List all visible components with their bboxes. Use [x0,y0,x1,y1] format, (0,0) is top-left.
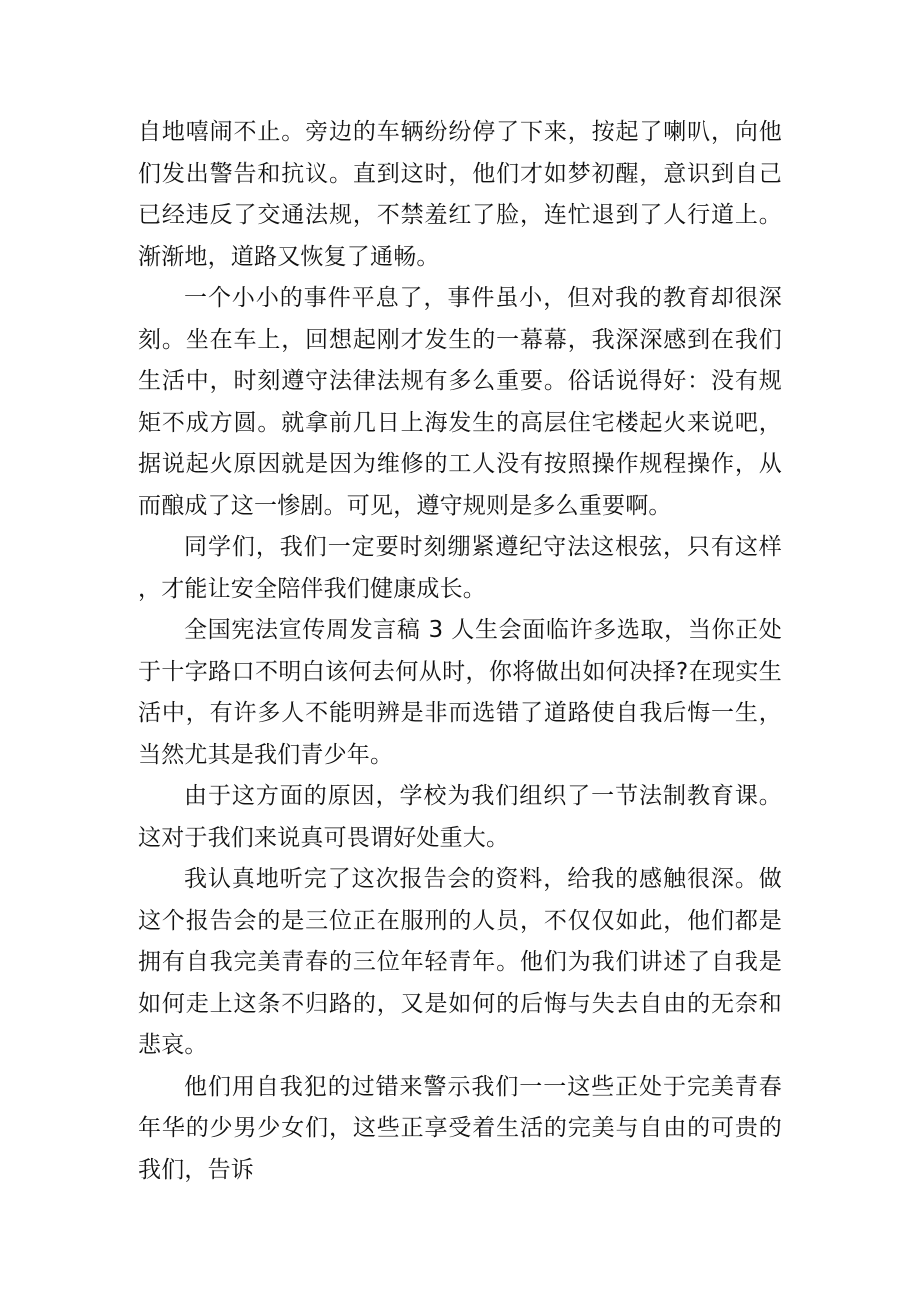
paragraph: 同学们，我们一定要时刻绷紧遵纪守法这根弦，只有这样，才能让安全陪伴我们健康成长。 [138,534,782,602]
paragraph: 他们用自我犯的过错来警示我们一一这些正处于完美青春年华的少男少女们，这些正享受着生活的完美与自由的可贵的我们，告诉 [138,1073,782,1183]
paragraph: 由于这方面的原因，学校为我们组织了一节法制教育课。这对于我们来说真可畏谓好处重大。 [138,783,782,851]
paragraph: 自地嘻闹不止。旁边的车辆纷纷停了下来，按起了喇叭，向他们发出警告和抗议。直到这时，他们才如梦初醒，意识到自己已经违反了交通法规，不禁羞红了脸，连忙退到了人行道上。渐渐地，道路又恢复了通畅。 [138,119,782,270]
document-body [138,112,782,1191]
paragraph: 一个小小的事件平息了，事件虽小，但对我的教育却很深刻。坐在车上，回想起刚才发生的一幕幕，我深深感到在我们生活中，时刻遵守法律法规有多么重要。俗话说得好：没有规矩不成方圆。就拿前几日上海发生的高层住宅楼起火来说吧，据说起火原因就是因为维修的工人没有按照操作规程操作，从而酿成了这一惨剧。可见，遵守规则是多么重要啊。 [138,285,782,519]
paragraph: 我认真地听完了这次报告会的资料，给我的感触很深。做这个报告会的是三位正在服刑的人员，不仅仅如此，他们都是拥有自我完美青春的三位年轻青年。他们为我们讲述了自我是如何走上这条不归路的，又是如何的后悔与失去自由的无奈和悲哀。 [138,866,782,1058]
paragraph: 全国宪法宣传周发言稿 3 人生会面临许多选取，当你正处于十字路口不明白该何去何从时，你将做出如何决择?在现实生活中，有许多人不能明辨是非而选错了道路使自我后悔一生，当然尤其是我们青少年。 [138,617,782,768]
